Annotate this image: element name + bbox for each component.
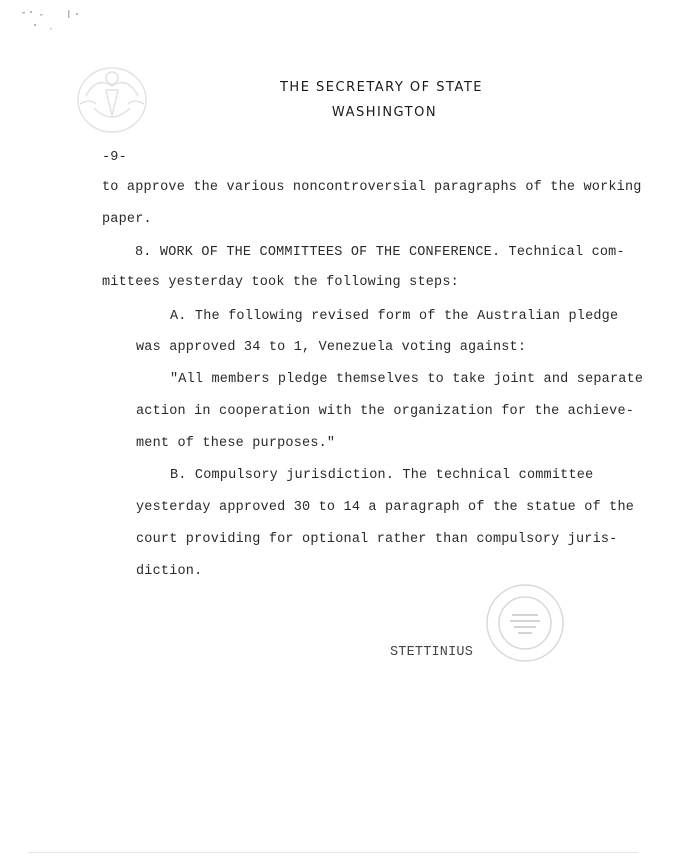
letterhead-title: THE SECRETARY OF STATE xyxy=(279,80,483,95)
text-line: to approve the various noncontroversial paragraphs of the working xyxy=(102,180,642,195)
archives-stamp-icon xyxy=(480,578,570,668)
text-line: A. The following revised form of the Australian pledge xyxy=(170,309,619,324)
text-line: was approved 34 to 1, Venezuela voting against: xyxy=(136,340,527,355)
text-line: mittees yesterday took the following steps: xyxy=(102,275,459,290)
quote-line: action in cooperation with the organization for the achieve- xyxy=(136,404,635,419)
text-line: yesterday approved 30 to 14 a paragraph of the statue of the xyxy=(136,500,635,515)
text-line: paper. xyxy=(102,212,152,227)
signature: STETTINIUS xyxy=(390,645,474,660)
text-line: B. Compulsory jurisdiction. The technical committee xyxy=(170,468,594,483)
text-line: diction. xyxy=(136,564,203,579)
letterhead-city: WASHINGTON xyxy=(331,105,438,120)
page-edge-line xyxy=(28,852,638,853)
department-seal-icon xyxy=(66,56,158,144)
corner-marks xyxy=(20,8,90,38)
page-number: -9- xyxy=(102,150,127,165)
quote-line: ment of these purposes." xyxy=(136,436,336,451)
quote-line: "All members pledge themselves to take joint and separate xyxy=(170,372,644,387)
text-line: court providing for optional rather than compulsory juris- xyxy=(136,532,618,547)
text-line: 8. WORK OF THE COMMITTEES OF THE CONFERENCE. Technical com- xyxy=(135,245,625,260)
